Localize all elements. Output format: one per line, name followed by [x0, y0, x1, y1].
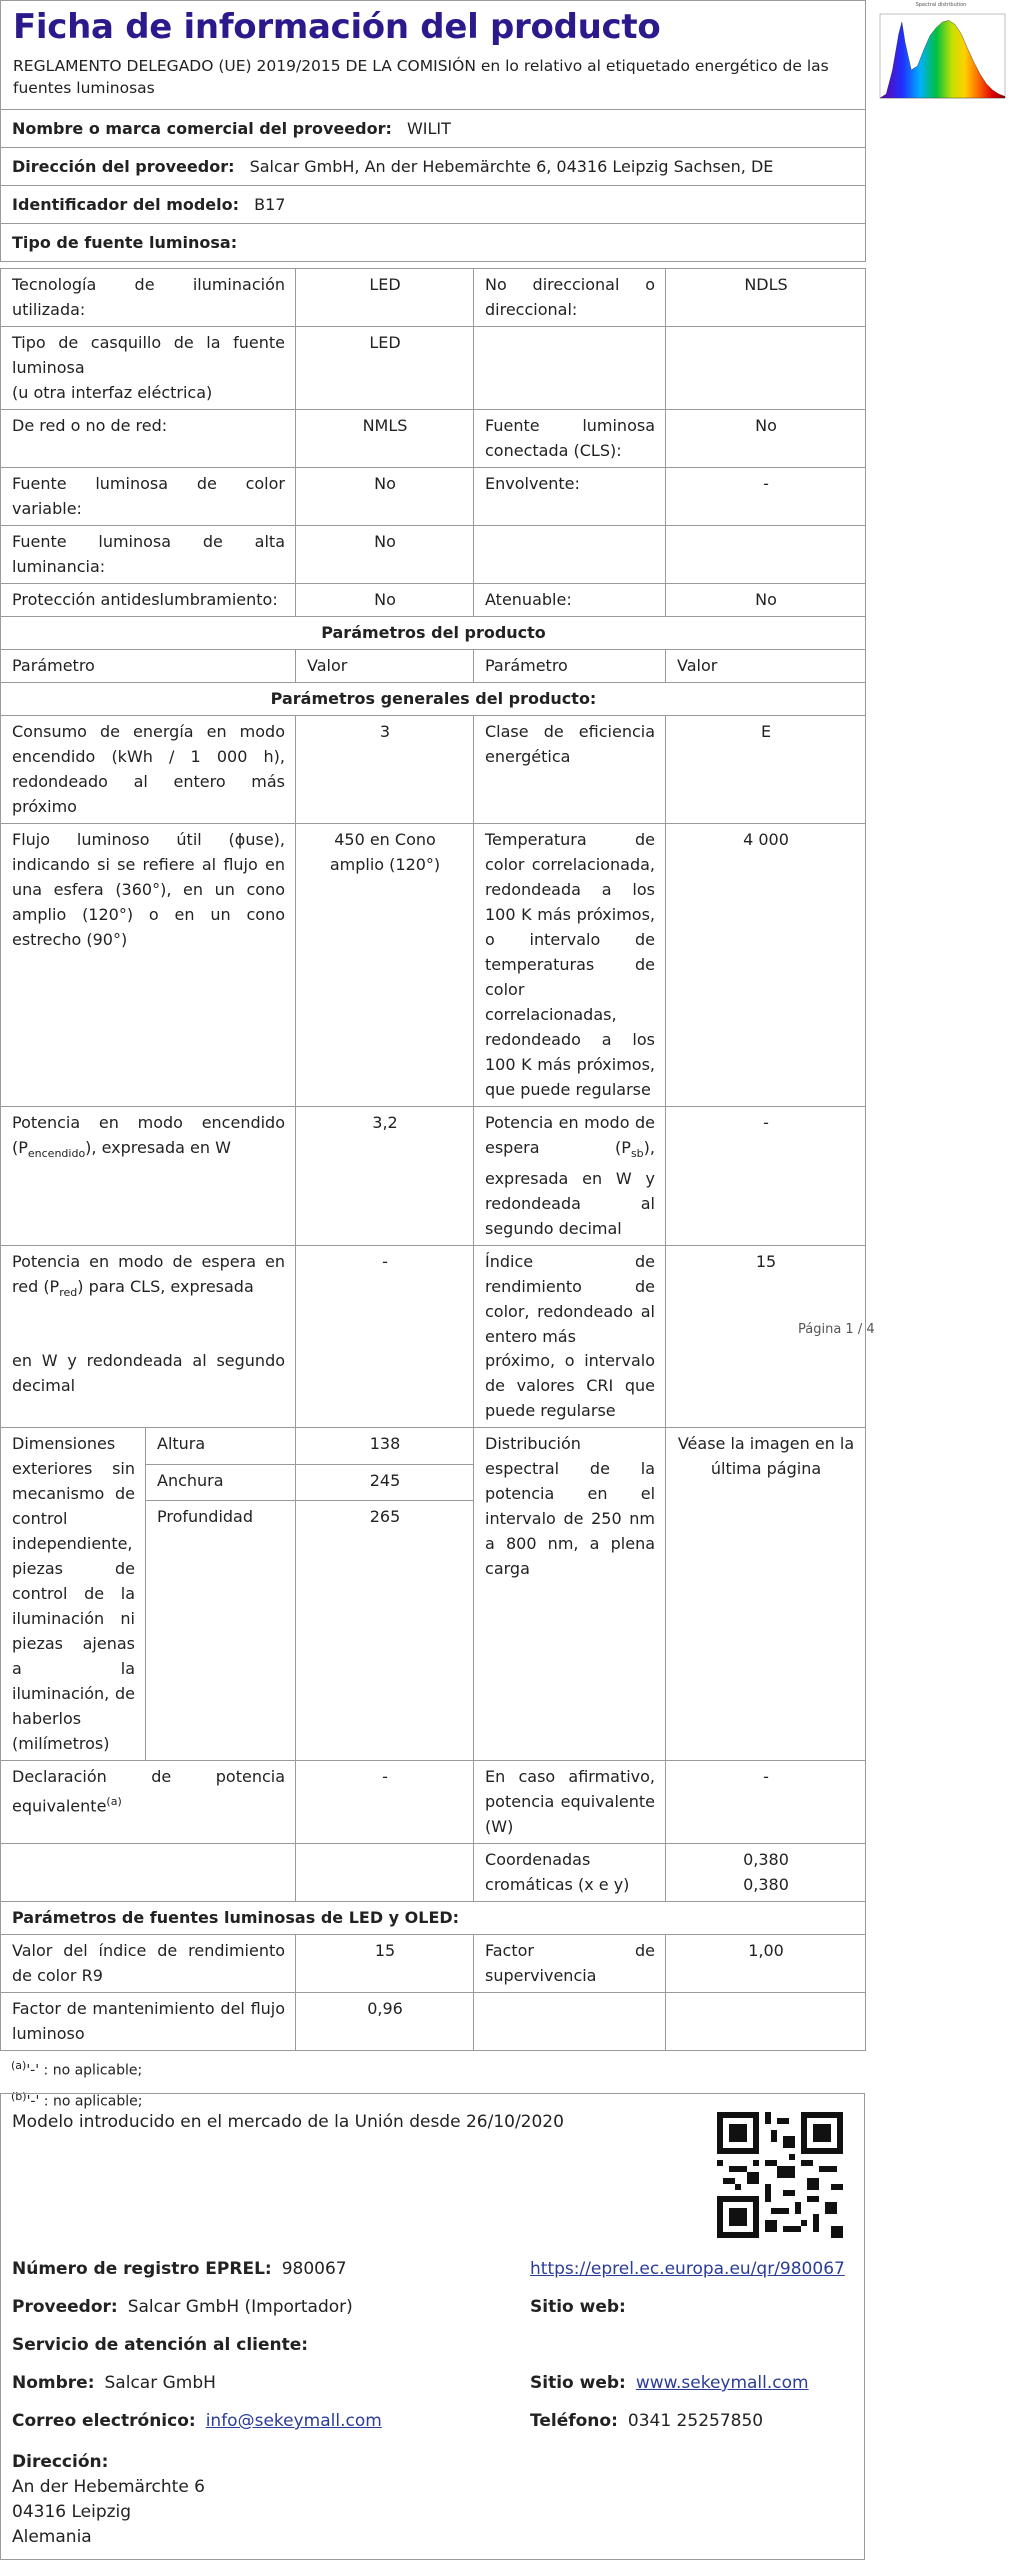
name-label: Nombre: [12, 2373, 95, 2393]
cct-label: Temperatura de color correlacionada, redondeada a los 100 K más próximos, o intervalo de temperaturas de color correlacionadas, redondeado a los 100 K más próximos, que puede regularse [474, 824, 666, 1107]
spd-value: Véase la imagen en la última página [666, 1428, 866, 1761]
footnote [11, 2053, 865, 2084]
param-row [1, 1935, 866, 1993]
page-two [0, 1345, 865, 2114]
type-row [1, 269, 866, 327]
general-params-title: Parámetros generales del producto: [1, 683, 866, 716]
color-tunable-value: No [296, 468, 474, 526]
chroma-x: 0,380 [743, 1850, 789, 1869]
depth-label: Profundidad [146, 1501, 296, 1761]
empty-cell [666, 526, 866, 584]
equiv-label [1, 1761, 296, 1844]
energy-value: 3 [296, 716, 474, 824]
equiv-value: - [296, 1761, 474, 1844]
email-row [12, 2411, 382, 2431]
flux-value: 450 en Cono amplio (120°) [296, 824, 474, 1107]
page-number: Página 1 / 4 [798, 1322, 875, 1337]
model-id-label: Identificador del modelo: [12, 195, 240, 214]
width-value: 245 [296, 1464, 474, 1501]
qr-code-icon[interactable] [717, 2112, 843, 2238]
on-power-text: Potencia en modo encendido (P [12, 1113, 285, 1157]
product-params-title: Parámetros del producto [1, 617, 866, 650]
on-power-text-end: ), expresada en W [85, 1138, 231, 1157]
spd-label: Distribución espectral de la potencia en el intervalo de 250 nm a 800 nm, a plena carga [474, 1428, 666, 1761]
page-one [0, 0, 865, 1353]
supplier-info-box [0, 2093, 865, 2560]
empty-cell [666, 327, 866, 410]
cri-label: Índice de rendimiento de color, redondeado al entero más [474, 1246, 666, 1354]
chroma-y: 0,380 [743, 1875, 789, 1894]
energy-label: Consumo de energía en modo encendido (kWh / 1 000 h), redondeado al entero más próximo [1, 716, 296, 824]
mains-label: De red o no de red: [1, 410, 296, 468]
maintenance-value: 0,96 [296, 1993, 474, 2051]
address-block [12, 2450, 205, 2550]
type-row [1, 468, 866, 526]
phone-value: 0341 25257850 [627, 2411, 764, 2431]
supplier-address-label: Dirección del proveedor: [12, 157, 235, 176]
empty-cell [666, 1993, 866, 2051]
eprel-label: Número de registro EPREL: [12, 2259, 272, 2279]
net-standby-label [1, 1246, 296, 1354]
model-id-value: B17 [254, 195, 286, 214]
param-header: Parámetro [1, 650, 296, 683]
address-label: Dirección: [12, 2452, 109, 2472]
supplier-name-label: Nombre o marca comercial del proveedor: [12, 119, 392, 138]
on-power-value: 3,2 [296, 1107, 474, 1246]
dimmable-label: Atenuable: [474, 584, 666, 617]
customer-service-label: Servicio de atención al cliente: [12, 2335, 309, 2355]
r9-label: Valor del índice de rendimiento de color R9 [1, 1935, 296, 1993]
cap-type-value: LED [296, 327, 474, 410]
spectrum-area [880, 20, 1005, 98]
equiv-power-label: En caso afirmativo, potencia equivalente (W) [474, 1761, 666, 1844]
cls-value: No [666, 410, 866, 468]
empty-cell [1, 1844, 296, 1902]
dimensions-label: Dimensiones exteriores sin mecanismo de control independiente, piezas de control de la iluminación ni piezas ajenas a la iluminación, de haberlos (milímetros) [1, 1428, 146, 1761]
phone-label: Teléfono: [530, 2411, 618, 2431]
web2-label: Sitio web: [530, 2373, 626, 2393]
chart-title: Spectral distribution [915, 2, 967, 8]
introduced-text: Modelo introducido en el mercado de la Unión desde 26/10/2020 [12, 2112, 564, 2132]
standby-text: Potencia en modo de espera (P [485, 1113, 655, 1157]
height-label: Altura [146, 1428, 296, 1465]
header-table [0, 0, 866, 262]
survival-value: 1,00 [666, 1935, 866, 1993]
chroma-label: Coordenadas cromáticas (x e y) [474, 1844, 666, 1902]
param-row [1, 1844, 866, 1902]
on-power-sub: encendido [27, 1147, 86, 1161]
spectral-chart [870, 0, 1012, 108]
net-standby-sub: red [59, 1286, 78, 1300]
tech-label: Tecnología de iluminación utilizada: [1, 269, 296, 327]
type-row [1, 584, 866, 617]
param-row [1, 1345, 866, 1428]
email-label: Correo electrónico: [12, 2411, 196, 2431]
standby-power-value: - [666, 1107, 866, 1246]
flux-label: Flujo luminoso útil (ɸuse), indicando si se refiere al flujo en una esfera (360°), en un cono amplio (120°) o en un cono estrecho (90°) [1, 824, 296, 1107]
footnote-text: '-' : no aplicable; [26, 2062, 143, 2079]
r9-value: 15 [296, 1935, 474, 1993]
cap-type-cell [1, 327, 296, 410]
empty-cell [474, 327, 666, 410]
address-line: 04316 Leipzig [12, 2502, 132, 2522]
cap-type-note: (u otra interfaz eléctrica) [12, 383, 213, 402]
supplier-value: Salcar GmbH (Importador) [127, 2297, 353, 2317]
footnote-mark: (a) [11, 2059, 27, 2072]
anti-glare-value: No [296, 584, 474, 617]
directional-value: NDLS [666, 269, 866, 327]
supplier-address-value: Salcar GmbH, An der Hebemärchte 6, 04316 Leipzig Sachsen, DE [249, 157, 774, 176]
equiv-power-value: - [666, 1761, 866, 1844]
type-row [1, 327, 866, 410]
address-line: Alemania [12, 2527, 92, 2547]
param-row [1, 1993, 866, 2051]
web-label: Sitio web: [530, 2297, 626, 2317]
empty-cell [666, 1345, 866, 1428]
efficiency-class-value: E [666, 716, 866, 824]
footnote-text: '-' : no aplicable; [26, 2093, 143, 2110]
empty-cell [474, 1993, 666, 2051]
equiv-text: Declaración de potencia equivalente [12, 1767, 286, 1816]
param-row [1, 1761, 866, 1844]
maintenance-label: Factor de mantenimiento del flujo luminoso [1, 1993, 296, 2051]
website-link[interactable]: www.sekeymall.com [635, 2373, 809, 2393]
efficiency-class-label: Clase de eficiencia energética [474, 716, 666, 824]
name-value: Salcar GmbH [104, 2373, 216, 2393]
name-row [12, 2373, 216, 2393]
web-row [530, 2297, 636, 2317]
chroma-values [666, 1844, 866, 1902]
survival-label: Factor de supervivencia [474, 1935, 666, 1993]
type-row [1, 410, 866, 468]
depth-value: 265 [296, 1501, 474, 1761]
type-row [1, 526, 866, 584]
param-row [1, 716, 866, 824]
net-standby-text: Potencia en modo de espera en red (P [12, 1252, 285, 1297]
led-params-title: Parámetros de fuentes luminosas de LED y OLED: [1, 1902, 866, 1935]
param-row [1, 1246, 866, 1354]
standby-power-label [474, 1107, 666, 1246]
continuation-table [0, 1345, 866, 2051]
height-value: 138 [296, 1428, 474, 1465]
color-tunable-label: Fuente luminosa de color variable: [1, 468, 296, 526]
net-standby-label-cont: en W y redondeada al segundo decimal [1, 1345, 296, 1428]
source-type-table [0, 268, 866, 1353]
tech-value: LED [296, 269, 474, 327]
empty-cell [474, 526, 666, 584]
cap-type-label: Tipo de casquillo de la fuente luminosa [12, 333, 285, 377]
footnote-mark: (b) [11, 2089, 27, 2103]
param-row [1, 1107, 866, 1246]
cri-value: 15 [666, 1246, 866, 1354]
net-standby-text-end: ) para CLS, expresada [77, 1277, 254, 1297]
empty-cell [296, 1345, 474, 1428]
param-row [1, 824, 866, 1107]
cri-label-cont: próximo, o intervalo de valores CRI que puede regularse [474, 1345, 666, 1428]
width-label: Anchura [146, 1464, 296, 1501]
dimmable-value: No [666, 584, 866, 617]
empty-cell [296, 1844, 474, 1902]
equiv-sup: (a) [106, 1795, 122, 1808]
address-line: An der Hebemärchte 6 [12, 2477, 206, 2497]
envelope-label: Envolvente: [474, 468, 666, 526]
column-header-row [1, 650, 866, 683]
high-luminance-value: No [296, 526, 474, 584]
source-type-label: Tipo de fuente luminosa: [1, 224, 866, 262]
regulation-text: REGLAMENTO DELEGADO (UE) 2019/2015 DE LA COMISIÓN en lo relativo al etiquetado energético de las fuentes luminosas [13, 57, 829, 97]
standby-text-end: ), expresada en W y redondeada al segundo decimal [485, 1138, 655, 1239]
envelope-value: - [666, 468, 866, 526]
eprel-value: 980067 [281, 2259, 347, 2279]
supplier-name-value: WILIT [406, 119, 451, 138]
supplier-row [12, 2297, 353, 2317]
cls-label: Fuente luminosa conectada (CLS): [474, 410, 666, 468]
page-title: Ficha de información del producto [13, 7, 661, 47]
eprel-row [12, 2259, 347, 2279]
web2-row [530, 2373, 809, 2393]
supplier-label: Proveedor: [12, 2297, 118, 2317]
phone-row [530, 2411, 763, 2431]
email-link[interactable]: info@sekeymall.com [205, 2411, 382, 2431]
anti-glare-label: Protección antideslumbramiento: [1, 584, 296, 617]
value-header: Valor [296, 650, 474, 683]
on-power-label [1, 1107, 296, 1246]
dimension-row [1, 1428, 866, 1465]
cct-value: 4 000 [666, 824, 866, 1107]
mains-value: NMLS [296, 410, 474, 468]
high-luminance-label: Fuente luminosa de alta luminancia: [1, 526, 296, 584]
standby-sub: sb [630, 1147, 644, 1161]
param-header: Parámetro [474, 650, 666, 683]
net-standby-value: - [296, 1246, 474, 1354]
eprel-link-row [530, 2259, 845, 2279]
directional-label: No direccional o direccional: [474, 269, 666, 327]
eprel-link[interactable]: https://eprel.ec.europa.eu/qr/980067 [530, 2259, 845, 2279]
value-header: Valor [666, 650, 866, 683]
